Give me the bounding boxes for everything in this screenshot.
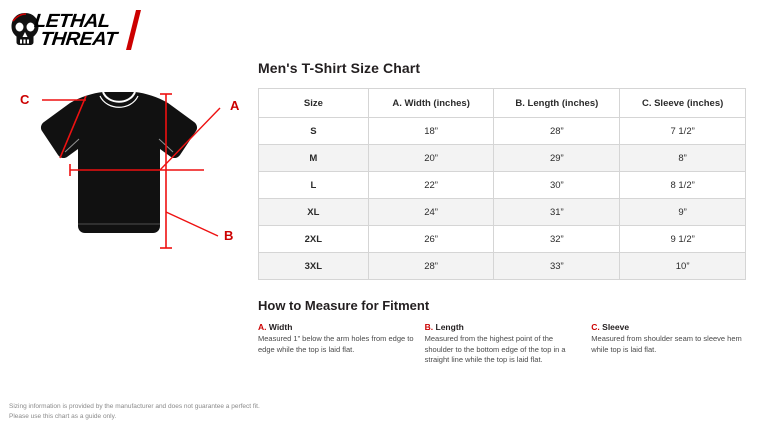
t-shirt-illustration [8, 60, 256, 290]
cell-size: S [259, 118, 369, 145]
cell-size: XL [259, 199, 369, 226]
column-header-sleeve: C. Sleeve (inches) [620, 89, 746, 118]
cell-length: 30” [494, 172, 620, 199]
brand-logo [10, 8, 130, 52]
page-title: Men's T-Shirt Size Chart [258, 60, 421, 76]
table-row [259, 172, 746, 199]
brand-line-2: THREAT [39, 29, 118, 50]
cell-width: 28” [368, 253, 494, 280]
cell-size: L [259, 172, 369, 199]
measure-letter-c: C. [591, 322, 600, 332]
disclaimer-line-2: Please use this chart as a guide only. [9, 413, 117, 420]
t-shirt-diagram [8, 60, 256, 290]
measure-item-length [425, 322, 592, 366]
cell-sleeve: 9” [620, 199, 746, 226]
cell-sleeve: 9 1/2” [620, 226, 746, 253]
measure-name-sleeve: Sleeve [602, 322, 630, 332]
cell-length: 29” [494, 145, 620, 172]
cell-width: 18” [368, 118, 494, 145]
disclaimer-line-1: Sizing information is provided by the manufacturer and does not guarantee a perfect fit. [9, 403, 260, 410]
cell-sleeve: 8” [620, 145, 746, 172]
table-header-row [259, 89, 746, 118]
measure-text-length: Measured from the highest point of the shoulder to the bottom edge of the top in a straight line while the top is laid flat. [424, 334, 566, 364]
measure-text-width: Measured 1” below the arm holes from edge to edge while the top is laid flat. [258, 334, 414, 354]
table-row [259, 145, 746, 172]
cell-width: 20” [368, 145, 494, 172]
measure-heading-width [258, 322, 415, 332]
how-to-measure-columns [258, 322, 746, 366]
measure-item-sleeve [591, 322, 746, 366]
cell-sleeve: 10” [620, 253, 746, 280]
measure-letter-b: B. [424, 322, 434, 332]
brand-slash-accent [126, 10, 141, 50]
cell-sleeve: 7 1/2” [620, 118, 746, 145]
measure-text-sleeve: Measured from shoulder seam to sleeve hem while top is laid flat. [591, 334, 742, 354]
cell-length: 28” [494, 118, 620, 145]
cell-size: M [259, 145, 369, 172]
measure-letter-a: A. [258, 322, 267, 332]
diagram-label-c: C [20, 92, 30, 107]
disclaimer [9, 402, 429, 422]
diagram-label-a: A [230, 98, 240, 113]
measure-name-width: Width [268, 322, 293, 332]
brand-wordmark [33, 10, 132, 50]
cell-length: 33” [494, 253, 620, 280]
column-header-length: B. Length (inches) [494, 89, 620, 118]
cell-width: 26” [368, 226, 494, 253]
cell-sleeve: 8 1/2” [620, 172, 746, 199]
table-row [259, 253, 746, 280]
cell-size: 3XL [259, 253, 369, 280]
diagram-label-b: B [224, 228, 234, 243]
measure-item-width [258, 322, 425, 366]
how-to-measure-title: How to Measure for Fitment [258, 298, 430, 313]
cell-width: 24” [368, 199, 494, 226]
cell-width: 22” [368, 172, 494, 199]
chart-content [258, 60, 758, 366]
brand-line-1: LETHAL [33, 11, 111, 32]
cell-length: 32” [494, 226, 620, 253]
measure-name-length: Length [435, 322, 464, 332]
column-header-width: A. Width (inches) [368, 89, 494, 118]
size-chart-table [258, 88, 746, 280]
cell-size: 2XL [259, 226, 369, 253]
measure-heading-length [425, 322, 582, 332]
table-row [259, 118, 746, 145]
column-header-size: Size [259, 89, 369, 118]
table-row [259, 199, 746, 226]
measure-heading-sleeve [591, 322, 746, 332]
cell-length: 31” [494, 199, 620, 226]
table-row [259, 226, 746, 253]
